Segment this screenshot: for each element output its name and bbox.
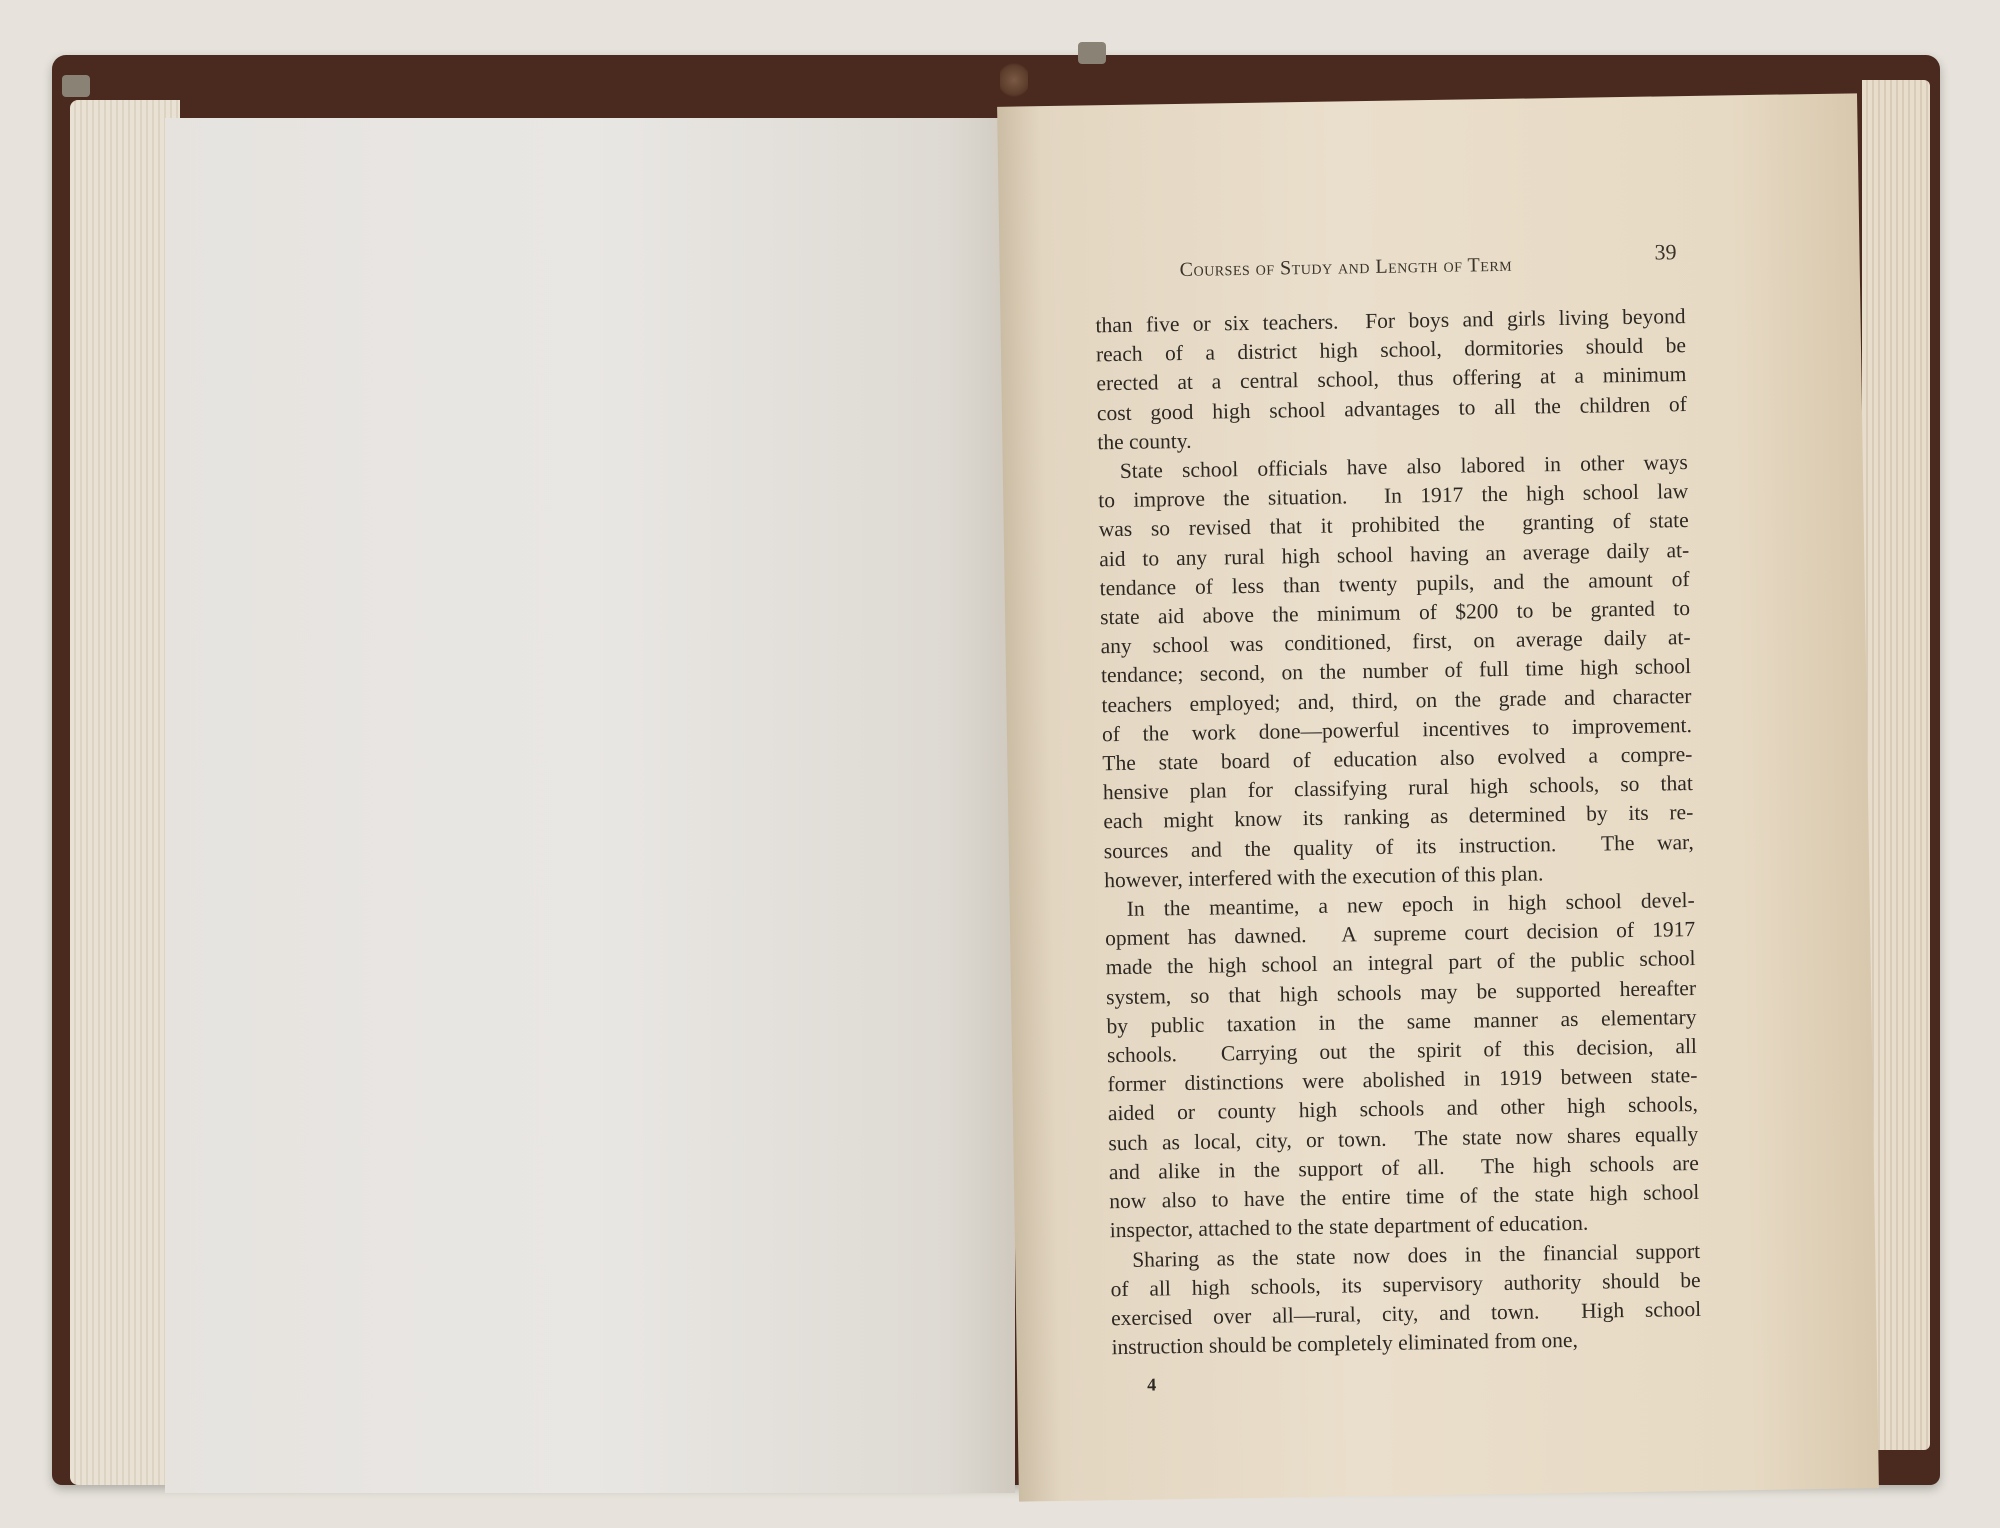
spine-tear bbox=[1000, 60, 1028, 100]
text-line: system, so that high schools may be supported hereafter bbox=[1105, 975, 1697, 1009]
text-line: made the high school an integral part of the public school bbox=[1105, 946, 1696, 980]
body-text bbox=[1095, 302, 1701, 1362]
running-head: Courses of Study and Length of Term bbox=[1179, 253, 1513, 281]
text-line: the county. bbox=[1097, 428, 1192, 455]
text-line: tendance of less than twenty pupils, and the amount of bbox=[1099, 566, 1690, 601]
text-line: to improve the situation. In 1917 the high school law bbox=[1098, 479, 1689, 513]
text-line: exercised over all—rural, city, and town. High school bbox=[1110, 1296, 1702, 1331]
left-page-blank bbox=[165, 118, 1015, 1493]
text-line: The state board of education also evolved a compre- bbox=[1102, 742, 1693, 776]
text-line: than five or six teachers. For boys and girls living beyond bbox=[1095, 304, 1686, 338]
text-line: instruction should be completely eliminated from one, bbox=[1111, 1327, 1579, 1360]
text-line: sources and the quality of its instruction. The war, bbox=[1103, 829, 1694, 863]
text-line: former distinctions were abolished in 1919 between state- bbox=[1107, 1063, 1698, 1097]
text-line: In the meantime, a new epoch in high school devel- bbox=[1126, 888, 1695, 921]
text-line: reach of a district high school, dormitories should be bbox=[1095, 333, 1687, 367]
text-line: was so revised that it prohibited the granting of state bbox=[1098, 508, 1689, 542]
cover-corner-wear bbox=[1078, 42, 1106, 64]
text-line: state aid above the minimum of $200 to be granted to bbox=[1099, 596, 1691, 630]
text-line: opment has dawned. A supreme court decision of 1917 bbox=[1104, 917, 1696, 951]
text-line: erected at a central school, thus offering at a minimum bbox=[1096, 362, 1687, 396]
text-line: of all high schools, its supervisory authority should be bbox=[1110, 1267, 1701, 1301]
text-line: aided or county high schools and other high schools, bbox=[1107, 1092, 1699, 1126]
text-line: aid to any rural high school having an average daily at- bbox=[1099, 537, 1690, 571]
left-page-edges bbox=[70, 100, 180, 1485]
page-number: 39 bbox=[1654, 239, 1677, 265]
text-line: schools. Carrying out the spirit of this decision, all bbox=[1106, 1034, 1698, 1068]
text-line: of the work done—powerful incentives to improvement. bbox=[1101, 712, 1693, 747]
text-line: such as local, city, or town. The state now shares equally bbox=[1108, 1121, 1699, 1155]
signature-mark: 4 bbox=[1147, 1374, 1157, 1395]
text-line: Sharing as the state now does in the financial support bbox=[1132, 1238, 1701, 1272]
cover-corner-wear bbox=[62, 75, 90, 97]
text-line: cost good high school advantages to all the children of bbox=[1096, 391, 1688, 425]
text-line: by public taxation in the same manner as elementary bbox=[1106, 1004, 1697, 1039]
text-line: any school was conditioned, first, on average daily at- bbox=[1100, 625, 1691, 659]
text-line: teachers employed; and, third, on the grade and character bbox=[1101, 683, 1692, 717]
text-line: State school officials have also labored in other ways bbox=[1119, 450, 1688, 483]
text-line: inspector, attached to the state department of education. bbox=[1109, 1210, 1589, 1243]
text-line: tendance; second, on the number of full time high school bbox=[1100, 654, 1692, 688]
text-line: each might know its ranking as determined by its re- bbox=[1103, 800, 1694, 834]
text-line: hensive plan for classifying rural high schools, so that bbox=[1102, 771, 1693, 805]
text-line: however, interfered with the execution of this plan. bbox=[1104, 861, 1544, 893]
text-line: now also to have the entire time of the state high school bbox=[1109, 1180, 1700, 1214]
right-page bbox=[997, 93, 1879, 1501]
text-line: and alike in the support of all. The high schools are bbox=[1108, 1150, 1699, 1185]
